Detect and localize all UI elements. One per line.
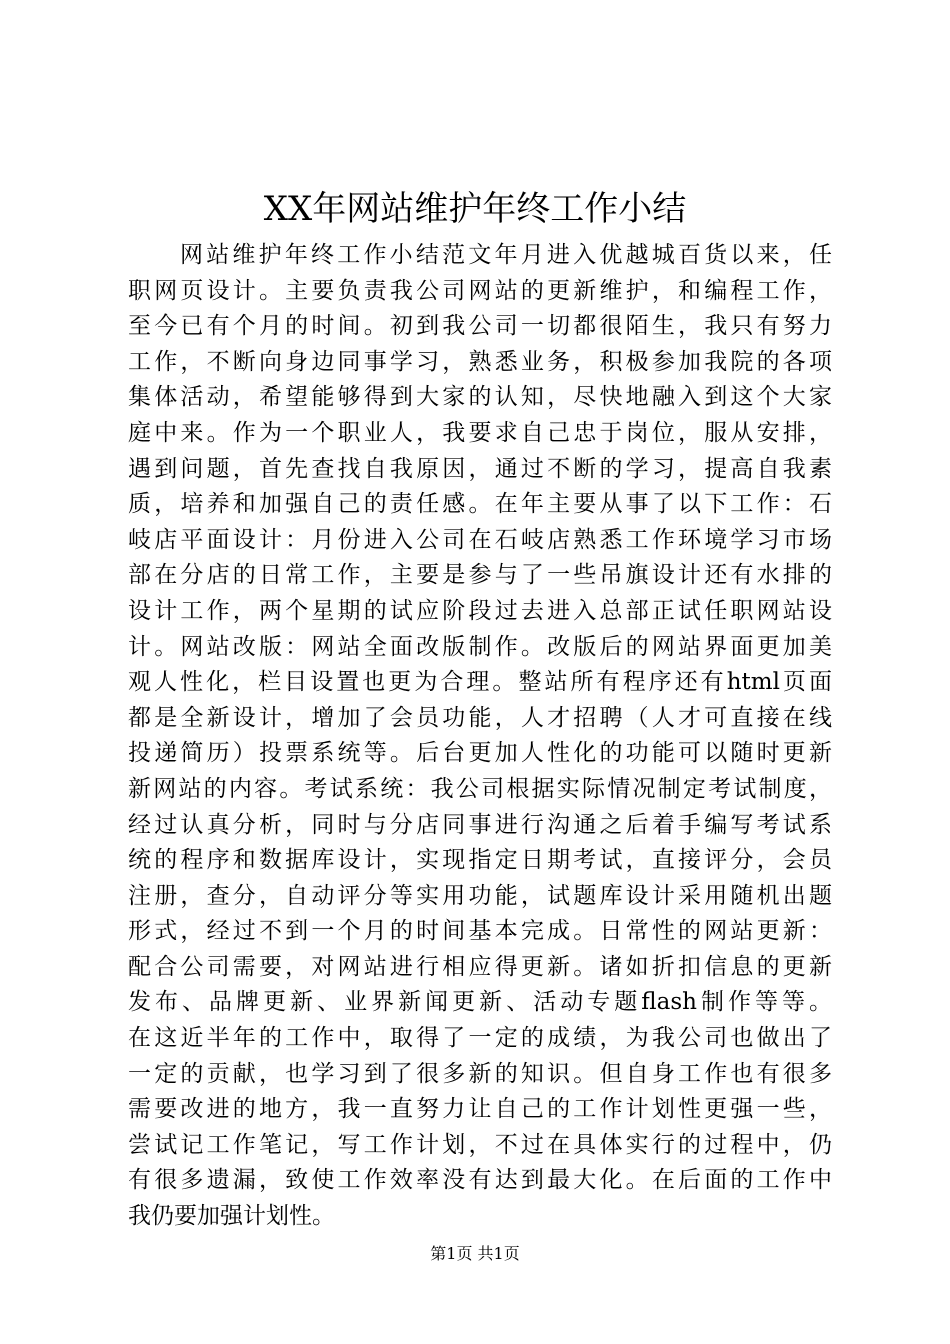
body-line: 有很多遗漏，致使工作效率没有达到最大化。在后面的工作中 bbox=[128, 1167, 832, 1194]
document-body bbox=[128, 238, 832, 1235]
body-line: 质，培养和加强自己的责任感。在年主要从事了以下工作：石 bbox=[128, 491, 832, 518]
body-line: 网站维护年终工作小结范文年月进入优越城百货以来，任 bbox=[180, 242, 832, 268]
body-line: 我仍要加强计划性。 bbox=[128, 1203, 335, 1230]
page-footer: 第1页 共1页 bbox=[430, 1244, 520, 1263]
body-line: 设计工作，两个星期的试应阶段过去进入总部正试任职网站设 bbox=[128, 597, 832, 624]
body-line: 经过认真分析，同时与分店同事进行沟通之后着手编写考试系 bbox=[128, 811, 832, 838]
body-line: 部在分店的日常工作，主要是参与了一些吊旗设计还有水排的 bbox=[128, 562, 832, 589]
body-line: 岐店平面设计：月份进入公司在石岐店熟悉工作环境学习市场 bbox=[128, 526, 832, 553]
body-line: 工作，不断向身边同事学习，熟悉业务，积极参加我院的各项 bbox=[128, 348, 832, 375]
body-line: 发布、品牌更新、业界新闻更新、活动专题flash制作等等。 bbox=[128, 989, 832, 1016]
body-line: 观人性化，栏目设置也更为合理。整站所有程序还有html页面 bbox=[128, 669, 832, 696]
body-line: 投递简历）投票系统等。后台更加人性化的功能可以随时更新 bbox=[128, 740, 832, 767]
body-line: 尝试记工作笔记，写工作计划，不过在具体实行的过程中，仍 bbox=[128, 1131, 832, 1158]
body-line: 配合公司需要，对网站进行相应得更新。诸如折扣信息的更新 bbox=[128, 953, 832, 980]
body-line: 都是全新设计，增加了会员功能，人才招聘（人才可直接在线 bbox=[128, 704, 832, 731]
body-line: 庭中来。作为一个职业人，我要求自己忠于岗位，服从安排， bbox=[128, 419, 832, 446]
body-line: 统的程序和数据库设计，实现指定日期考试，直接评分，会员 bbox=[128, 847, 832, 874]
body-line: 形式，经过不到一个月的时间基本完成。日常性的网站更新： bbox=[128, 918, 832, 945]
body-line: 注册，查分，自动评分等实用功能，试题库设计采用随机出题 bbox=[128, 882, 832, 909]
body-line: 一定的贡献，也学习到了很多新的知识。但自身工作也有很多 bbox=[128, 1060, 832, 1087]
body-line: 职网页设计。主要负责我公司网站的更新维护，和编程工作， bbox=[128, 277, 832, 304]
body-line: 需要改进的地方，我一直努力让自己的工作计划性更强一些， bbox=[128, 1096, 832, 1123]
body-line: 至今已有个月的时间。初到我公司一切都很陌生，我只有努力 bbox=[128, 313, 832, 340]
body-line: 集体活动，希望能够得到大家的认知，尽快地融入到这个大家 bbox=[128, 384, 832, 411]
body-line: 计。网站改版：网站全面改版制作。改版后的网站界面更加美 bbox=[128, 633, 832, 660]
document-title: XX年网站维护年终工作小结 bbox=[263, 189, 687, 229]
body-line: 新网站的内容。考试系统：我公司根据实际情况制定考试制度， bbox=[128, 775, 832, 802]
body-line: 在这近半年的工作中，取得了一定的成绩，为我公司也做出了 bbox=[128, 1025, 832, 1052]
body-line: 遇到问题，首先查找自我原因，通过不断的学习，提高自我素 bbox=[128, 455, 832, 482]
